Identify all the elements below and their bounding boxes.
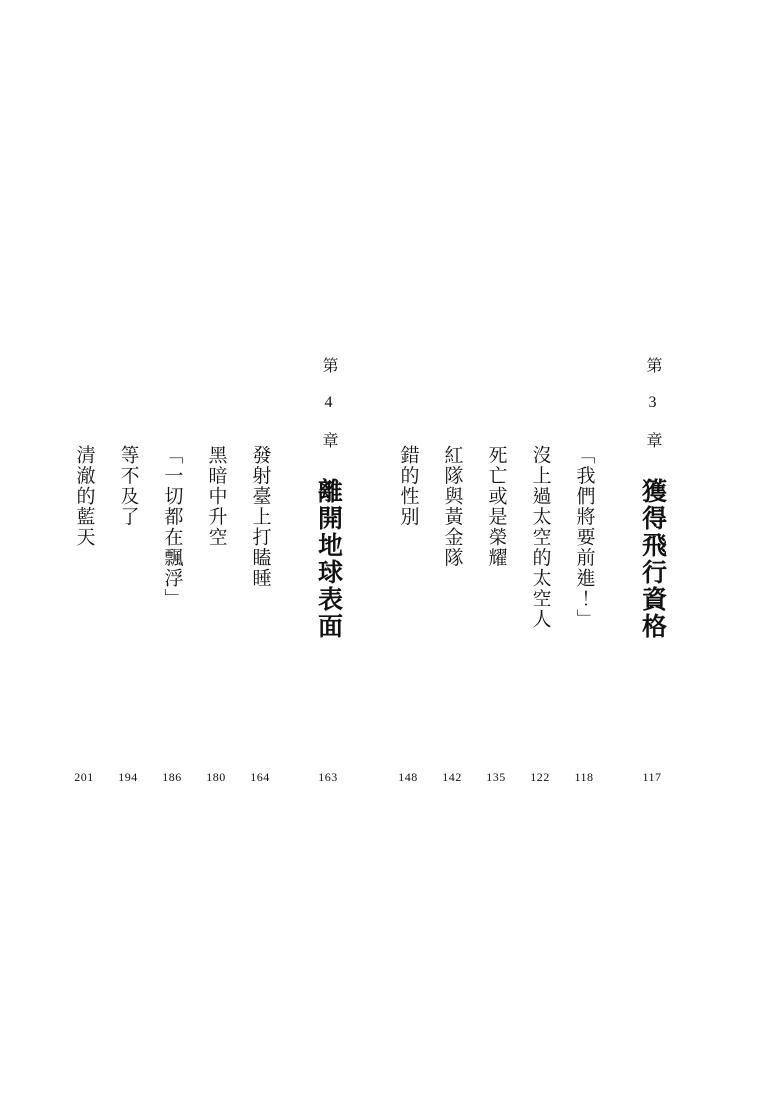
toc-page-number: 122 <box>530 770 550 784</box>
toc-section-entry[interactable] <box>525 355 555 825</box>
toc-section-entry[interactable] <box>245 355 275 825</box>
section-title: 沒上過太空的太空人 <box>529 445 551 630</box>
column-spacer <box>99 355 113 356</box>
column-spacer <box>599 355 621 356</box>
column-spacer <box>231 355 245 356</box>
section-title: 發射臺上打瞌睡 <box>249 445 271 589</box>
column-spacer <box>467 355 481 356</box>
toc-page-number: 180 <box>206 770 226 784</box>
toc-page-number: 164 <box>250 770 270 784</box>
toc-section-entry[interactable] <box>481 355 511 825</box>
column-spacer <box>555 355 569 356</box>
section-title: 等不及了 <box>117 445 139 527</box>
toc-page-number: 186 <box>162 770 182 784</box>
section-title: 「一切都在飄浮」 <box>161 445 183 609</box>
table-of-contents <box>55 355 683 825</box>
toc-chapter-entry[interactable] <box>297 355 359 825</box>
section-title: 紅隊與黃金隊 <box>441 445 463 568</box>
toc-section-entry[interactable] <box>393 355 423 825</box>
toc-page-number: 194 <box>118 770 138 784</box>
toc-page-number: 117 <box>642 770 662 784</box>
toc-page-number: 142 <box>442 770 462 784</box>
column-spacer <box>143 355 157 356</box>
column-spacer <box>187 355 201 356</box>
column-spacer <box>359 355 393 356</box>
column-spacer <box>511 355 525 356</box>
column-spacer <box>55 355 69 356</box>
toc-page-number: 163 <box>318 770 338 784</box>
section-title: 黑暗中升空 <box>205 445 227 548</box>
toc-page-number: 148 <box>398 770 418 784</box>
toc-section-entry[interactable] <box>69 355 99 825</box>
toc-section-entry[interactable] <box>437 355 467 825</box>
toc-chapter-entry[interactable] <box>621 355 683 825</box>
section-title: 清澈的藍天 <box>73 445 95 548</box>
section-title: 死亡或是榮耀 <box>485 445 507 568</box>
chapter-title: 離開地球表面 <box>314 478 342 640</box>
chapter-number-label: 第 4 章 <box>320 357 337 450</box>
chapter-title: 獲得飛行資格 <box>638 478 666 640</box>
toc-page-number: 118 <box>574 770 594 784</box>
toc-section-entry[interactable] <box>113 355 143 825</box>
section-title: 「我們將要前進！」 <box>573 445 595 630</box>
toc-section-entry[interactable] <box>157 355 187 825</box>
toc-page-number: 201 <box>74 770 94 784</box>
section-title: 錯的性別 <box>397 445 419 527</box>
column-spacer <box>423 355 437 356</box>
toc-section-entry[interactable] <box>201 355 231 825</box>
toc-page-number: 135 <box>486 770 506 784</box>
column-spacer <box>275 355 297 356</box>
toc-section-entry[interactable] <box>569 355 599 825</box>
chapter-number-label: 第 3 章 <box>644 357 661 450</box>
